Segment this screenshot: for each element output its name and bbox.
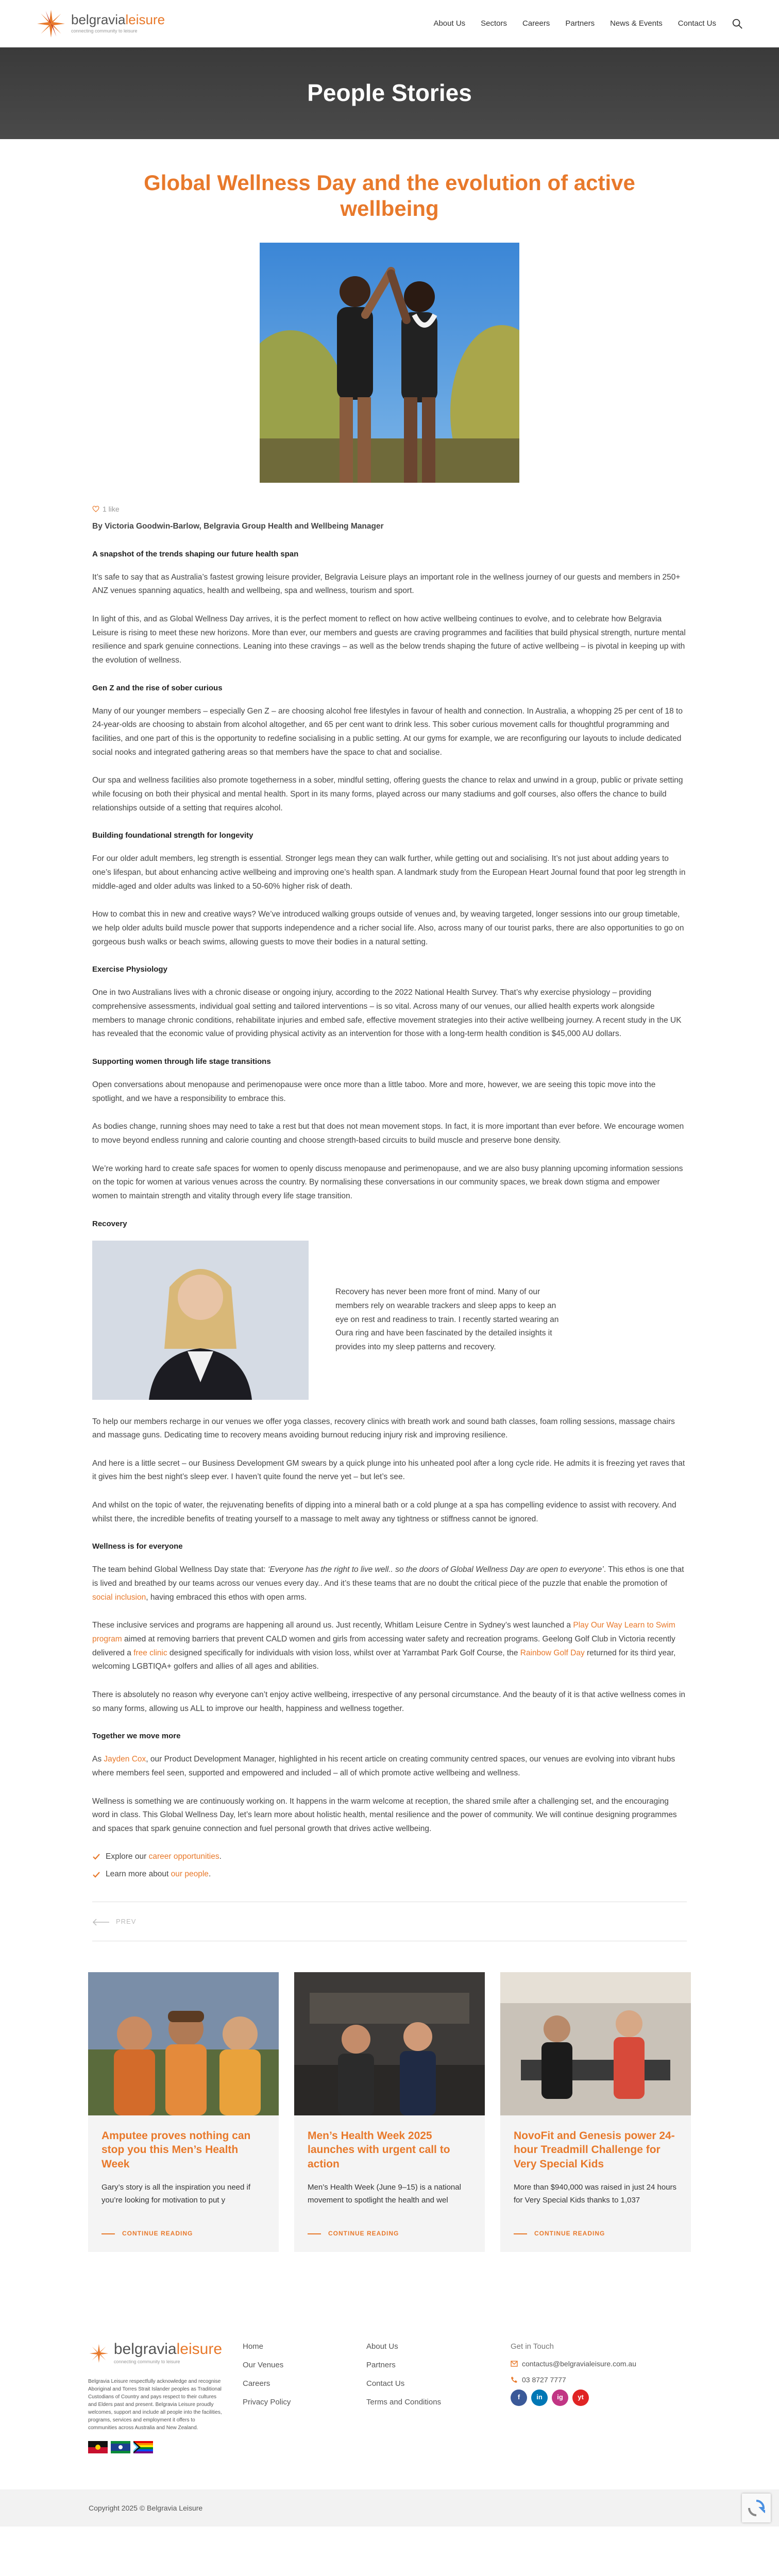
footer-contact — [511, 2334, 636, 2453]
footer-phone[interactable]: 03 8727 7777 — [511, 2374, 636, 2385]
main-nav — [433, 18, 743, 30]
heart-icon — [92, 505, 99, 513]
learn-to-swim-link[interactable]: Play Our Way Learn to Swim program — [92, 1621, 675, 1644]
continue-reading-link[interactable]: CONTINUE READING — [514, 2229, 678, 2239]
continue-reading-link[interactable]: CONTINUE READING — [101, 2229, 265, 2239]
recaptcha-badge[interactable] — [742, 2494, 771, 2522]
jayden-cox-link[interactable]: Jayden Cox — [104, 1755, 146, 1764]
site-footer — [88, 2334, 691, 2489]
paragraph: There is absolutely no reason why everyone can’t enjoy active wellbeing, irrespective of any personal circumstance. And the beauty of it is that active wellness comes in so many forms, allowing us ALL to improve our health, happiness and wellness together. — [92, 1690, 686, 1713]
logo-star-icon — [35, 8, 67, 40]
author-portrait-image — [92, 1241, 309, 1400]
cta-item-careers: Explore our career opportunities. — [92, 1851, 687, 1863]
footer-links-2 — [366, 2334, 490, 2453]
paragraph: Open conversations about menopause and perimenopause were once more than a little taboo. More and more, however, we are seeing this topic move into the spotlight, and we have a responsibility to embrace this. — [92, 1080, 656, 1103]
related-posts — [88, 1972, 691, 2252]
footer-link-home[interactable]: Home — [243, 2342, 264, 2351]
paragraph: To help our members recharge in our venues we offer yoga classes, recovery clinics with breath work and sound bath classes, foam rolling sessions, massage chairs and massage guns. Dedicating time to recovery means avoiding burnout reducing injury risk and improving resilience. — [92, 1417, 675, 1440]
recovery-section — [92, 1241, 687, 1400]
recaptcha-icon — [748, 2499, 765, 2517]
paragraph: For our older adult members, leg strength is essential. Stronger legs mean they can walk further, while getting out and socialising. It’s not just about adding years to one’s lifespan, but about enhancing active wellbeing and improving one’s health span. A landmark study from the European Heart Journal found that poor leg strength in middle-aged and older adults was linked to a 50-60% higher risk of death. — [92, 854, 686, 891]
paragraph: Our spa and wellness facilities also promote togetherness in a sober, mindful setting, offering guests the chance to relax and unwind in a group, public or private setting while focusing on both their physical and mental health. Sport in its many forms, played across our many stadiums and golf courses, also offers the chance to build relationships outside of a setting that requires alcohol. — [92, 776, 683, 812]
heading-together: Together we move more — [92, 1732, 181, 1741]
post-card-excerpt: Gary’s story is all the inspiration you need if you’re looking for motivation to put y — [101, 2182, 251, 2205]
footer-link-careers[interactable]: Careers — [243, 2379, 270, 2388]
heading-wellness-everyone: Wellness is for everyone — [92, 1542, 183, 1551]
nav-partners[interactable]: Partners — [565, 19, 595, 28]
check-icon — [92, 1871, 100, 1879]
our-people-link[interactable]: our people — [171, 1870, 209, 1879]
post-card-image — [500, 1972, 691, 2115]
post-card[interactable] — [88, 1972, 279, 2252]
acknowledgement-text: Belgravia Leisure respectfully acknowledge and recognise Aboriginal and Torres Strait Islander peoples as Traditional Custodians of Country and pays respect to their cultures and Elders past and present. Belgravia Leisure proudly welcomes, support and include all people into the facilities, programs, services and employment it offers to communities across Australia and New Zealand. — [88, 2379, 222, 2431]
copyright-bar — [0, 2489, 779, 2527]
copyright-text: Copyright 2025 © Belgravia Leisure — [89, 2503, 203, 2512]
paragraph: Many of our younger members – especially Gen Z – are choosing alcohol free lifestyles in favour of health and connection. In Australia, a whopping 25 per cent of 18 to 24-year-olds are choosing to abstain from alcohol altogether, and 65 per cent want to drink less. This sober curious movement calls for thoughtful programming and facilities, and one part of this is the opportunity to redefine socialising in a public setting. At our gyms for example, we are reconfiguring our layouts to include dedicated social nooks and integrated gathering areas so that members have the space to chat and socialise. — [92, 706, 683, 757]
career-opportunities-link[interactable]: career opportunities — [148, 1852, 219, 1861]
post-card-excerpt: Men’s Health Week (June 9–15) is a national movement to spotlight the health and wel — [308, 2182, 461, 2205]
heading-longevity: Building foundational strength for longevity — [92, 831, 253, 840]
arrow-left-icon — [92, 1919, 110, 1926]
rainbow-golf-day-link[interactable]: Rainbow Golf Day — [520, 1648, 585, 1657]
nav-careers[interactable]: Careers — [522, 19, 550, 28]
search-icon[interactable] — [732, 18, 743, 29]
post-card-image — [88, 1972, 279, 2115]
social-inclusion-link[interactable]: social inclusion — [92, 1592, 146, 1602]
check-icon — [92, 1853, 100, 1861]
site-logo[interactable] — [35, 8, 165, 40]
paragraph: The team behind Global Wellness Day state that: ‘Everyone has the right to live well.. so the doors of Global Wellness Day are open to everyone’. This ethos is one that is lived and breathed by our teams across our venues every day.. And it’s these teams that are no doubt the critical piece of the puzzle that enable the promotion of social inclusion, having embraced this ethos with open arms. — [92, 1565, 684, 1602]
footer-link-terms[interactable]: Terms and Conditions — [366, 2398, 442, 2407]
heading-women: Supporting women through life stage transitions — [92, 1057, 271, 1066]
nav-about-us[interactable]: About Us — [433, 19, 466, 28]
footer-link-venues[interactable]: Our Venues — [243, 2361, 284, 2370]
post-card-excerpt: More than $940,000 was raised in just 24 hours for Very Special Kids thanks to 1,037 — [514, 2182, 677, 2205]
post-card-title[interactable]: NovoFit and Genesis power 24-hour Treadmill Challenge for Very Special Kids — [514, 2130, 675, 2170]
page-title: People Stories — [307, 79, 472, 107]
post-card[interactable] — [500, 1972, 691, 2252]
footer-link-contact[interactable]: Contact Us — [366, 2379, 405, 2388]
recovery-paragraph: Recovery has never been more front of mind. Many of our members rely on wearable trackers and sleep apps to keep an eye on rest and readiness to train. I recently started wearing an Oura ring and have been fascinated by the detailed insights it provides into my sleep patterns and recovery. — [335, 1287, 559, 1351]
logo-brand-a: belgravia — [71, 11, 126, 27]
site-header — [0, 0, 779, 47]
phone-icon — [511, 2376, 518, 2383]
heading-recovery: Recovery — [92, 1219, 127, 1228]
social-links — [511, 2389, 636, 2406]
footer-email[interactable]: contactus@belgravialeisure.com.au — [511, 2358, 636, 2369]
logo-brand-b: leisure — [125, 11, 165, 27]
article — [92, 139, 687, 1941]
paragraph: And here is a little secret – our Business Development GM swears by a quick plunge into his unheated pool after a long cycle ride. He admits it is freezing yet raves that it gives him the best night’s sleep ever. I haven’t quite found the nerve yet – but let’s see. — [92, 1459, 685, 1482]
instagram-icon[interactable]: ig — [552, 2389, 568, 2406]
page-hero — [0, 47, 779, 139]
heading-snapshot: A snapshot of the trends shaping our future health span — [92, 549, 299, 558]
footer-logo[interactable]: belgravialeisure connecting community to leisure — [88, 2334, 222, 2372]
continue-reading-link[interactable]: CONTINUE READING — [308, 2229, 471, 2239]
nav-contact-us[interactable]: Contact Us — [678, 19, 716, 28]
paragraph: These inclusive services and programs are happening all around us. Just recently, Whitlam Leisure Centre in Sydney’s west launched a Play Our Way Learn to Swim program aimed at removing barriers that prevent CALD women and girls from accessing water safety and recreation programs. Geelong Golf Club in Victoria recently delivered a free clinic designed specifically for individuals with vision loss, whilst over at Yarrambat Park Golf Course, the Rainbow Golf Day returned for its third year, welcoming LGBTIQA+ golfers and allies of all ages and abilities. — [92, 1621, 676, 1671]
footer-link-privacy[interactable]: Privacy Policy — [243, 2398, 291, 2407]
youtube-icon[interactable]: yt — [572, 2389, 589, 2406]
post-card-title[interactable]: Men’s Health Week 2025 launches with urgent call to action — [308, 2130, 450, 2170]
logo-star-icon — [88, 2334, 110, 2372]
logo-tagline: connecting community to leisure — [71, 28, 138, 33]
footer-link-about[interactable]: About Us — [366, 2342, 398, 2351]
facebook-icon[interactable]: f — [511, 2389, 527, 2406]
torres-strait-flag-icon — [111, 2441, 130, 2453]
paragraph: One in two Australians lives with a chronic disease or ongoing injury, according to the 2022 National Health Survey. That’s why exercise physiology – providing comprehensive assessments, individual goal setting and tailored interventions – is so vital. Across many of our venues, our allied health experts work alongside members to manage chronic conditions, rehabilitate injuries and embed safe, effective movement strategies into their active wellbeing journey. A recent study in the UK has revealed that the economic value of providing physical activity as an intervention for those with a long-term health condition is $45,000 AU dollars. — [92, 988, 682, 1039]
free-clinic-link[interactable]: free clinic — [133, 1648, 167, 1657]
paragraph: In light of this, and as Global Wellness Day arrives, it is the perfect moment to reflect on how active wellbeing continues to evolve, and to celebrate how Belgravia Leisure is rising to meet these new horizons. More than ever, our members and guests are craving programmes and facilities that build physical strength, nurture mental resilience and spark genuine connections. Leaning into these cravings – as well as the below trends shaping the future of active wellbeing – is pivotal in keeping up with the evolution of wellness. — [92, 615, 686, 665]
linkedin-icon[interactable]: in — [531, 2389, 548, 2406]
nav-news-events[interactable]: News & Events — [610, 19, 663, 28]
get-in-touch-heading: Get in Touch — [511, 2342, 554, 2351]
post-card[interactable] — [294, 1972, 485, 2252]
heading-exercise-physiology: Exercise Physiology — [92, 965, 167, 974]
cta-list — [92, 1851, 687, 1882]
post-card-title[interactable]: Amputee proves nothing can stop you this Men’s Health Week — [101, 2130, 251, 2170]
featured-image — [260, 243, 519, 483]
footer-brand — [88, 2334, 222, 2453]
cta-item-people: Learn more about our people. — [92, 1868, 687, 1881]
paragraph: And whilst on the topic of water, the rejuvenating benefits of dipping into a mineral bath or a cold plunge at a spa has compelling evidence to assist with recovery. And whilst there, the incredible benefits of treating yourself to a massage to melt away any tightness or stiffness cannot be ignored. — [92, 1501, 676, 1523]
nav-sectors[interactable]: Sectors — [481, 19, 507, 28]
byline: By Victoria Goodwin-Barlow, Belgravia Group Health and Wellbeing Manager — [92, 522, 384, 531]
paragraph: As Jayden Cox, our Product Development Manager, highlighted in his recent article on creating community centred spaces, our venues are evolving into vibrant hubs where members feel seen, supported and empowered and included – all of which promote active wellbeing and wellness. — [92, 1755, 675, 1778]
aboriginal-flag-icon — [88, 2441, 108, 2453]
progress-pride-flag-icon — [133, 2441, 153, 2453]
paragraph: It’s safe to say that as Australia’s fastest growing leisure provider, Belgravia Leisure plays an important role in the wellness journey of our guests and members in 250+ ANZ venues spanning aquatics, health and wellbeing, spa and wellness, tourism and sport. — [92, 572, 681, 596]
flags — [88, 2441, 222, 2453]
paragraph: How to combat this in new and creative ways? We’ve introduced walking groups outside of venues and, by weaving targeted, longer sessions into our group timetable, we help older adults build muscle power that supports independence and a richer social life. Also, across many of our tourist parks, there are also opportunities to go on gorgeous bush walks or beach swims, allowing guests to move their bodies in a natural setting. — [92, 910, 684, 946]
mail-icon — [511, 2361, 518, 2367]
paragraph: As bodies change, running shoes may need to take a rest but that does not mean movement stops. In fact, it is more important than ever before. We encourage women to move beyond endless running and calorie counting and choose strength-based circuits to build muscle and preserve bone density. — [92, 1122, 684, 1145]
like-counter[interactable] — [92, 503, 687, 515]
article-title: Global Wellness Day and the evolution of active wellbeing — [144, 171, 635, 221]
paragraph: We’re working hard to create safe spaces for women to openly discuss menopause and perimenopause, and we are also busy planning upcoming information sessions on the topic for women at various venues across the country. By normalising these conversations in our community spaces, we break down stigma and empower women to maintain strength and vitality through every life stage transition. — [92, 1164, 683, 1200]
like-count: 1 like — [103, 504, 120, 513]
post-card-image — [294, 1972, 485, 2115]
paragraph: Wellness is something we are continuously working on. It happens in the warm welcome at reception, the shared smile after a challenging set, and the encouraging word in class. This Global Wellness Day, let’s learn more about holistic health, mental resilience and the power of community. We will continue designing programmes and spaces that spark genuine connection and fuel personal growth that drives active wellbeing. — [92, 1797, 677, 1833]
footer-links-1 — [243, 2334, 346, 2453]
heading-gen-z: Gen Z and the rise of sober curious — [92, 683, 223, 692]
quote: ‘Everyone has the right to live well.. so the doors of Global Wellness Day are open to everyone’ — [267, 1565, 604, 1574]
footer-link-partners[interactable]: Partners — [366, 2361, 396, 2370]
prev-post-link[interactable]: PREV — [92, 1917, 687, 1927]
